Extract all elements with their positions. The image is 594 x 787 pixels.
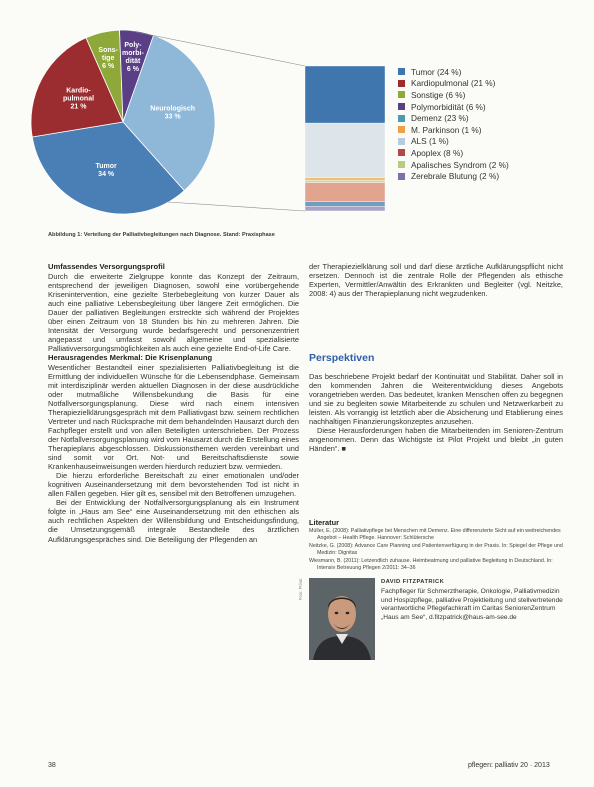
legend-label: M. Parkinson (1 %) — [411, 124, 482, 135]
legend-swatch — [398, 138, 405, 145]
paragraph-perspektiven-2: Diese Herausforderungen haben die Mitarbeitenden im Senioren-Zentrum angenommen. Denn das Wichtigste ist Pilot Projekt und bleibt „in guten Händen“. ■ — [309, 426, 563, 454]
author-box — [381, 578, 563, 622]
literatur-heading: Literatur — [309, 518, 339, 527]
legend-item — [398, 66, 588, 78]
breakdown-segment — [305, 178, 385, 180]
left-column — [48, 262, 299, 544]
legend-swatch — [398, 161, 405, 168]
literatur-list — [309, 528, 563, 572]
legend-item — [398, 101, 588, 113]
pie-label: Tumor 34 % — [95, 163, 117, 179]
legend-label: ALS (1 %) — [411, 136, 449, 147]
legend-label: Polymorbidität (6 %) — [411, 101, 486, 112]
section-heading-krisenplanung: Herausragendes Merkmal: Die Krisenplanung — [48, 353, 213, 363]
legend-item — [398, 112, 588, 124]
legend-item — [398, 136, 588, 148]
section-heading-versorgungsprofil: Umfassendes Versorgungsprofil — [48, 262, 165, 271]
pie-label: Sons-tige 6 % — [98, 46, 118, 70]
author-photo — [309, 578, 375, 660]
connector-line — [168, 202, 305, 211]
paragraph-versorgungsprofil: Durch die erweiterte Zielgruppe konnte das Konzept der Zeitraum, entsprechend der jeweiligen Diagnosen, sowohl eine vorübergehende Krisenintervention, eine gezielte Sterbebegleitung von kurzer Dauer als auch eine palliative Lebensbegleitung über längere Zeit ermöglichen. Die Dauer der palliativen Begleitungen erstreckte sich während der Projektes über einen Zeitraum von 18 Stunden bis hin zu mehreren Jahren. Die Intensität der Versorgung wurde bedarfsgerecht und personenzentriert angepasst und umfasst sowohl allgemeine und spezialisierte Palliativversorgungsmöglichkeiten als auch eine gezielte End-of-Life Care. — [48, 271, 299, 353]
journal-footer: pflegen: palliativ 20 · 2013 — [468, 762, 550, 769]
legend-item — [398, 159, 588, 171]
legend-item — [398, 124, 588, 136]
author-portrait-icon — [309, 578, 375, 660]
pie-label: Poly-morbi-dität 6 % — [122, 42, 144, 74]
legend-label: Apalisches Syndrom (2 %) — [411, 159, 509, 170]
paragraph-perspektiven-1: Das beschriebene Projekt bedarf der Kontinuität und Stabilität. Daher soll in den kommenden Jahren die Weiterentwicklung dieses Angebots vorangetrieben werden. Das bedeutet, kranken Menschen offen zu begegnen und sie zu begleiten sowie Mitarbeitende zu schulen und Netzwerkarbeit zu leisten. Als vorrangig ist letztlich aber die Absicherung und Etablierung eines nachhaltigen Finanzierungskonzeptes anzusehen. — [309, 372, 563, 427]
paragraph-bereitschaft: Die hierzu erforderliche Bereitschaft zu einer emotionalen und/oder kognitiven Auseinandersetzung mit dem bevorstehenden Tod ist nicht in allen Fällen gegeben. Hier gilt es, sensibel mit den Betroffenen umzugehen. — [48, 471, 299, 499]
legend-item — [398, 78, 588, 90]
legend-swatch — [398, 103, 405, 110]
legend-label: Apoplex (8 %) — [411, 147, 464, 158]
paragraph-entwicklung: Bei der Entwicklung der Notfallversorgungsplanung als ein Instrument folgte in „Haus am See“ eine Auseinandersetzung mit den ethischen als auch rechtlichen Aspekten der Willensbildung und Entscheidungsfindung, die Umsetzungsgemäß integrale Bestandteile des ärztlichen Aufklärungsgespräches sind. Die Beteiligung der Pflegenden an — [48, 498, 299, 544]
legend-swatch — [398, 173, 405, 180]
legend-label: Tumor (24 %) — [411, 66, 462, 77]
legend-label: Zerebrale Blutung (2 %) — [411, 171, 500, 182]
right-column-top — [309, 262, 563, 298]
literatur-entry: Müller, E. (2008): Palliativpflege bei Menschen mit Demenz. Eine differenzierte Sicht auf ein weitreichendes Angebot – Health Pflege. Hannover: Schlütersche — [309, 528, 561, 542]
legend-swatch — [398, 149, 405, 156]
photo-credit: Foto: Privat — [298, 578, 303, 600]
legend-item — [398, 89, 588, 101]
page-number: 38 — [48, 762, 56, 769]
legend-label: Sonstige (6 %) — [411, 89, 466, 100]
perspektiven-section — [309, 372, 563, 453]
literatur-entry: Neitzke, G. (2008): Advance Care Planning und Patientenverfügung in der Praxis. In: Spiegel der Pflege und Medizin: Dignitas — [309, 542, 563, 557]
literatur-entry: Wiesmann, B. (2011): Letzendlich zuhause. Heimbeatmung und palliative Begleitung in Deutschland. In: Intensiv Betreuung Pflegen 2/2011: 34–36 — [309, 557, 553, 572]
paragraph-continuation: der Therapiezielklärung soll und darf diese ärztliche Aufklärungspflicht nicht ersetzen. Dennoch ist die zentrale Rolle der Pflegenden als ethische Experten, Vermittler/Anwältin des Erkrankten und Begleiter (vgl. Neitzke, 2008: 4) aus der Therapieplanung nicht wegzudenken. — [309, 262, 563, 299]
author-name: DAVID FITZPATRICK — [381, 579, 445, 585]
pie-label: Neurologisch 33 % — [150, 105, 196, 121]
breakdown-segment — [305, 182, 385, 201]
legend-swatch — [398, 115, 405, 122]
breakdown-segment — [305, 206, 385, 211]
breakdown-segment — [305, 123, 385, 178]
breakdown-segment — [305, 180, 385, 182]
chart-legend — [398, 66, 588, 182]
legend-swatch — [398, 80, 405, 87]
legend-swatch — [398, 126, 405, 133]
pie-label: Kardio-pulmonal 21 % — [62, 87, 95, 111]
legend-label: Demenz (23 %) — [411, 113, 469, 124]
legend-item — [398, 170, 588, 182]
legend-label: Kardiopulmonal (21 %) — [411, 78, 496, 89]
breakdown-segment — [305, 66, 385, 123]
breakdown-segment — [305, 201, 385, 206]
perspektiven-heading: Perspektiven — [309, 352, 375, 364]
legend-item — [398, 147, 588, 159]
legend-swatch — [398, 68, 405, 75]
legend-swatch — [398, 91, 405, 98]
author-bio: Fachpfleger für Schmerztherapie, Onkologie, Palliativmedizin und Hospizpflege, palliative Projektleitung und stellvertretende verantwortliche Pflegefachkraft im Caritas SeniorenZentrum „Haus am See“, d.fitzpatrick@haus-am-see.de — [381, 588, 563, 621]
figure-caption: Abbildung 1: Verteilung der Palliativbegleitungen nach Diagnose. Stand: Praxisphase — [48, 232, 275, 238]
paragraph-krisenplanung: Wesentlicher Bestandteil einer spezialisierten Palliativbegleitung ist die Ermittlung der individuellen Wünsche für die Lebensendphase. Gemeinsam mit interdisziplinär werden aktuellen Diagnosen in der diese ausdrückliche oder mutmaßliche Willensbekundung die Basis für eine Notfallversorgungsplanung. Diese wird nach einem intensiven Therapiezielklärungsgespräch mit dem Palliativgast bzw. seinem rechtlichen Vertreter und nach Rücksprache mit dem behandelnden Hausarzt durch den Fachpfleger erstellt und von allen Beteiligten unterschrieben. Der Prozess der Notfallversorgungsplanung wird vom Hausarzt durch die Erstellung eines Therapieplans abgeschlossen. Diskussionsthemen werden vereinbart und sind somit vor Ort. Not- und Bereitschaftsdienste sowie Krankenhauseinweisungen werden hierdurch reduziert bzw. vermieden. — [48, 362, 300, 472]
